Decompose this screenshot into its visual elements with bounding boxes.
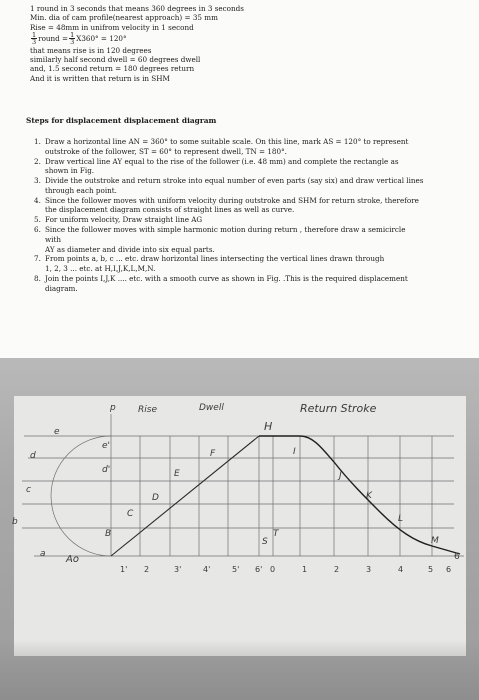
fraction: $\frac{1}{3}$ bbox=[70, 31, 75, 47]
label-H: H bbox=[264, 420, 273, 433]
label-a: a bbox=[40, 549, 46, 559]
formula-mid: round = bbox=[38, 34, 69, 44]
label-end: 6 bbox=[454, 552, 460, 562]
step-text: outstroke of the follower, ST = 60° to represent dwell, TN = 180°. bbox=[45, 146, 287, 156]
step-number: 7. bbox=[34, 254, 41, 264]
step-text: Join the points I,J,K .... etc. with a smooth curve as shown in Fig. .This is the required displacement bbox=[45, 273, 408, 283]
step-line bbox=[34, 148, 470, 157]
label-S: S bbox=[262, 537, 268, 547]
formula-tail: X360° = 120° bbox=[76, 34, 127, 44]
step-text: through each point. bbox=[45, 185, 117, 195]
return-axis-label: 0 bbox=[270, 565, 276, 574]
label-B: B bbox=[105, 529, 112, 539]
note-line: similarly half second dwell = 60 degrees dwell bbox=[30, 55, 201, 65]
step-number: 5. bbox=[34, 215, 41, 225]
label-e-prime: e' bbox=[102, 441, 111, 451]
note-line: and, 1.5 second return = 180 degrees return bbox=[30, 64, 195, 74]
formula-line bbox=[30, 32, 290, 46]
rise-axis-label: 3' bbox=[174, 565, 182, 574]
fraction: $\frac{1}{3}$ bbox=[32, 31, 37, 47]
step-line bbox=[34, 206, 470, 215]
return-axis-label: 4 bbox=[398, 565, 404, 574]
label-d: d bbox=[30, 451, 36, 461]
step-line bbox=[34, 158, 470, 167]
step-text: the displacement diagram consists of straight lines as well as curve. bbox=[45, 205, 295, 215]
steps-heading: Steps for displacement displacement diagram bbox=[26, 116, 217, 125]
note-line: Min. dia of cam profile(nearest approach) = 35 mm bbox=[30, 13, 218, 23]
step-line bbox=[34, 197, 470, 206]
label-c: c bbox=[26, 485, 31, 495]
rise-axis-label: 6' bbox=[255, 565, 263, 574]
step-line bbox=[34, 226, 470, 235]
step-text: Divide the outstroke and return stroke into equal number of even parts (say six) and draw vertical lines bbox=[45, 176, 424, 186]
return-axis-label: 6 bbox=[446, 565, 452, 574]
return-axis-label: 5 bbox=[428, 565, 434, 574]
label-M: M bbox=[431, 536, 439, 546]
step-line bbox=[34, 138, 470, 147]
step-text: For uniform velocity, Draw straight line AG bbox=[45, 215, 203, 225]
step-line bbox=[34, 236, 470, 245]
calculation-notes bbox=[30, 4, 290, 83]
label-b: b bbox=[12, 517, 18, 527]
return-axis-label: 3 bbox=[366, 565, 372, 574]
step-text: 1, 2, 3 ... etc. at H,I,J,K,L,M,N. bbox=[45, 264, 156, 274]
label-Ao: Ao bbox=[66, 554, 79, 565]
rise-axis-label: 1' bbox=[120, 565, 128, 574]
step-line bbox=[34, 285, 470, 294]
step-line bbox=[34, 167, 470, 176]
step-line bbox=[34, 265, 470, 274]
step-text: with bbox=[45, 234, 61, 244]
step-text: shown in Fig. bbox=[45, 166, 95, 176]
label-D: D bbox=[152, 493, 159, 503]
step-line bbox=[34, 246, 470, 255]
label-return-stroke: Return Stroke bbox=[300, 402, 377, 415]
step-number: 8. bbox=[34, 273, 41, 283]
displacement-diagram-sketch bbox=[14, 396, 466, 656]
rise-axis-label: 5' bbox=[232, 565, 240, 574]
label-dwell: Dwell bbox=[199, 403, 224, 413]
label-E: E bbox=[174, 469, 180, 479]
label-F: F bbox=[210, 449, 216, 459]
return-axis-label: 2 bbox=[334, 565, 340, 574]
step-text: From points a, b, c ... etc. draw horizontal lines intersecting the vertical lines drawn through bbox=[45, 254, 385, 264]
note-line: And it is written that return is in SHM bbox=[30, 73, 170, 83]
paper-sheet bbox=[14, 396, 466, 656]
label-L: L bbox=[398, 514, 404, 524]
note-line: 1 round in 3 seconds that means 360 degrees in 3 seconds bbox=[30, 4, 244, 13]
label-J: J bbox=[339, 471, 342, 481]
label-p: p bbox=[110, 403, 116, 413]
label-K: K bbox=[366, 491, 372, 501]
label-d-prime: d' bbox=[102, 465, 111, 475]
step-line bbox=[34, 255, 470, 264]
label-T: T bbox=[273, 529, 279, 539]
step-text: Draw a horizontal line AN = 360° to some suitable scale. On this line, mark AS = 120° to represent bbox=[45, 137, 409, 146]
note-line: Rise = 48mm in unifrom velocity in 1 second bbox=[30, 22, 194, 32]
note-line: that means rise is in 120 degrees bbox=[30, 45, 152, 55]
label-e: e bbox=[54, 427, 60, 437]
return-axis-label: 1 bbox=[302, 565, 308, 574]
step-number: 3. bbox=[34, 176, 41, 186]
label-rise: Rise bbox=[138, 405, 157, 415]
step-number: 2. bbox=[34, 156, 41, 166]
step-text: Since the follower moves with uniform velocity during outstroke and SHM for return stroke, therefore bbox=[45, 195, 419, 205]
photo-shadow bbox=[0, 640, 479, 700]
step-number: 1. bbox=[34, 137, 41, 146]
step-line bbox=[34, 275, 470, 284]
steps-list bbox=[34, 138, 470, 295]
rise-axis-label: 2 bbox=[144, 565, 150, 574]
step-text: diagram. bbox=[45, 283, 78, 293]
step-text: Since the follower moves with simple harmonic motion during return , therefore draw a semicircle bbox=[45, 225, 406, 235]
step-line bbox=[34, 187, 470, 196]
step-text: Draw vertical line AY equal to the rise of the follower (i.e. 48 mm) and complete the rectangle as bbox=[45, 156, 399, 166]
step-line bbox=[34, 177, 470, 186]
label-C: C bbox=[127, 509, 134, 519]
step-number: 4. bbox=[34, 195, 41, 205]
step-line bbox=[34, 216, 470, 225]
step-number: 6. bbox=[34, 225, 41, 235]
label-I: I bbox=[293, 447, 296, 457]
step-text: AY as diameter and divide into six equal parts. bbox=[45, 244, 215, 254]
rise-axis-label: 4' bbox=[203, 565, 211, 574]
